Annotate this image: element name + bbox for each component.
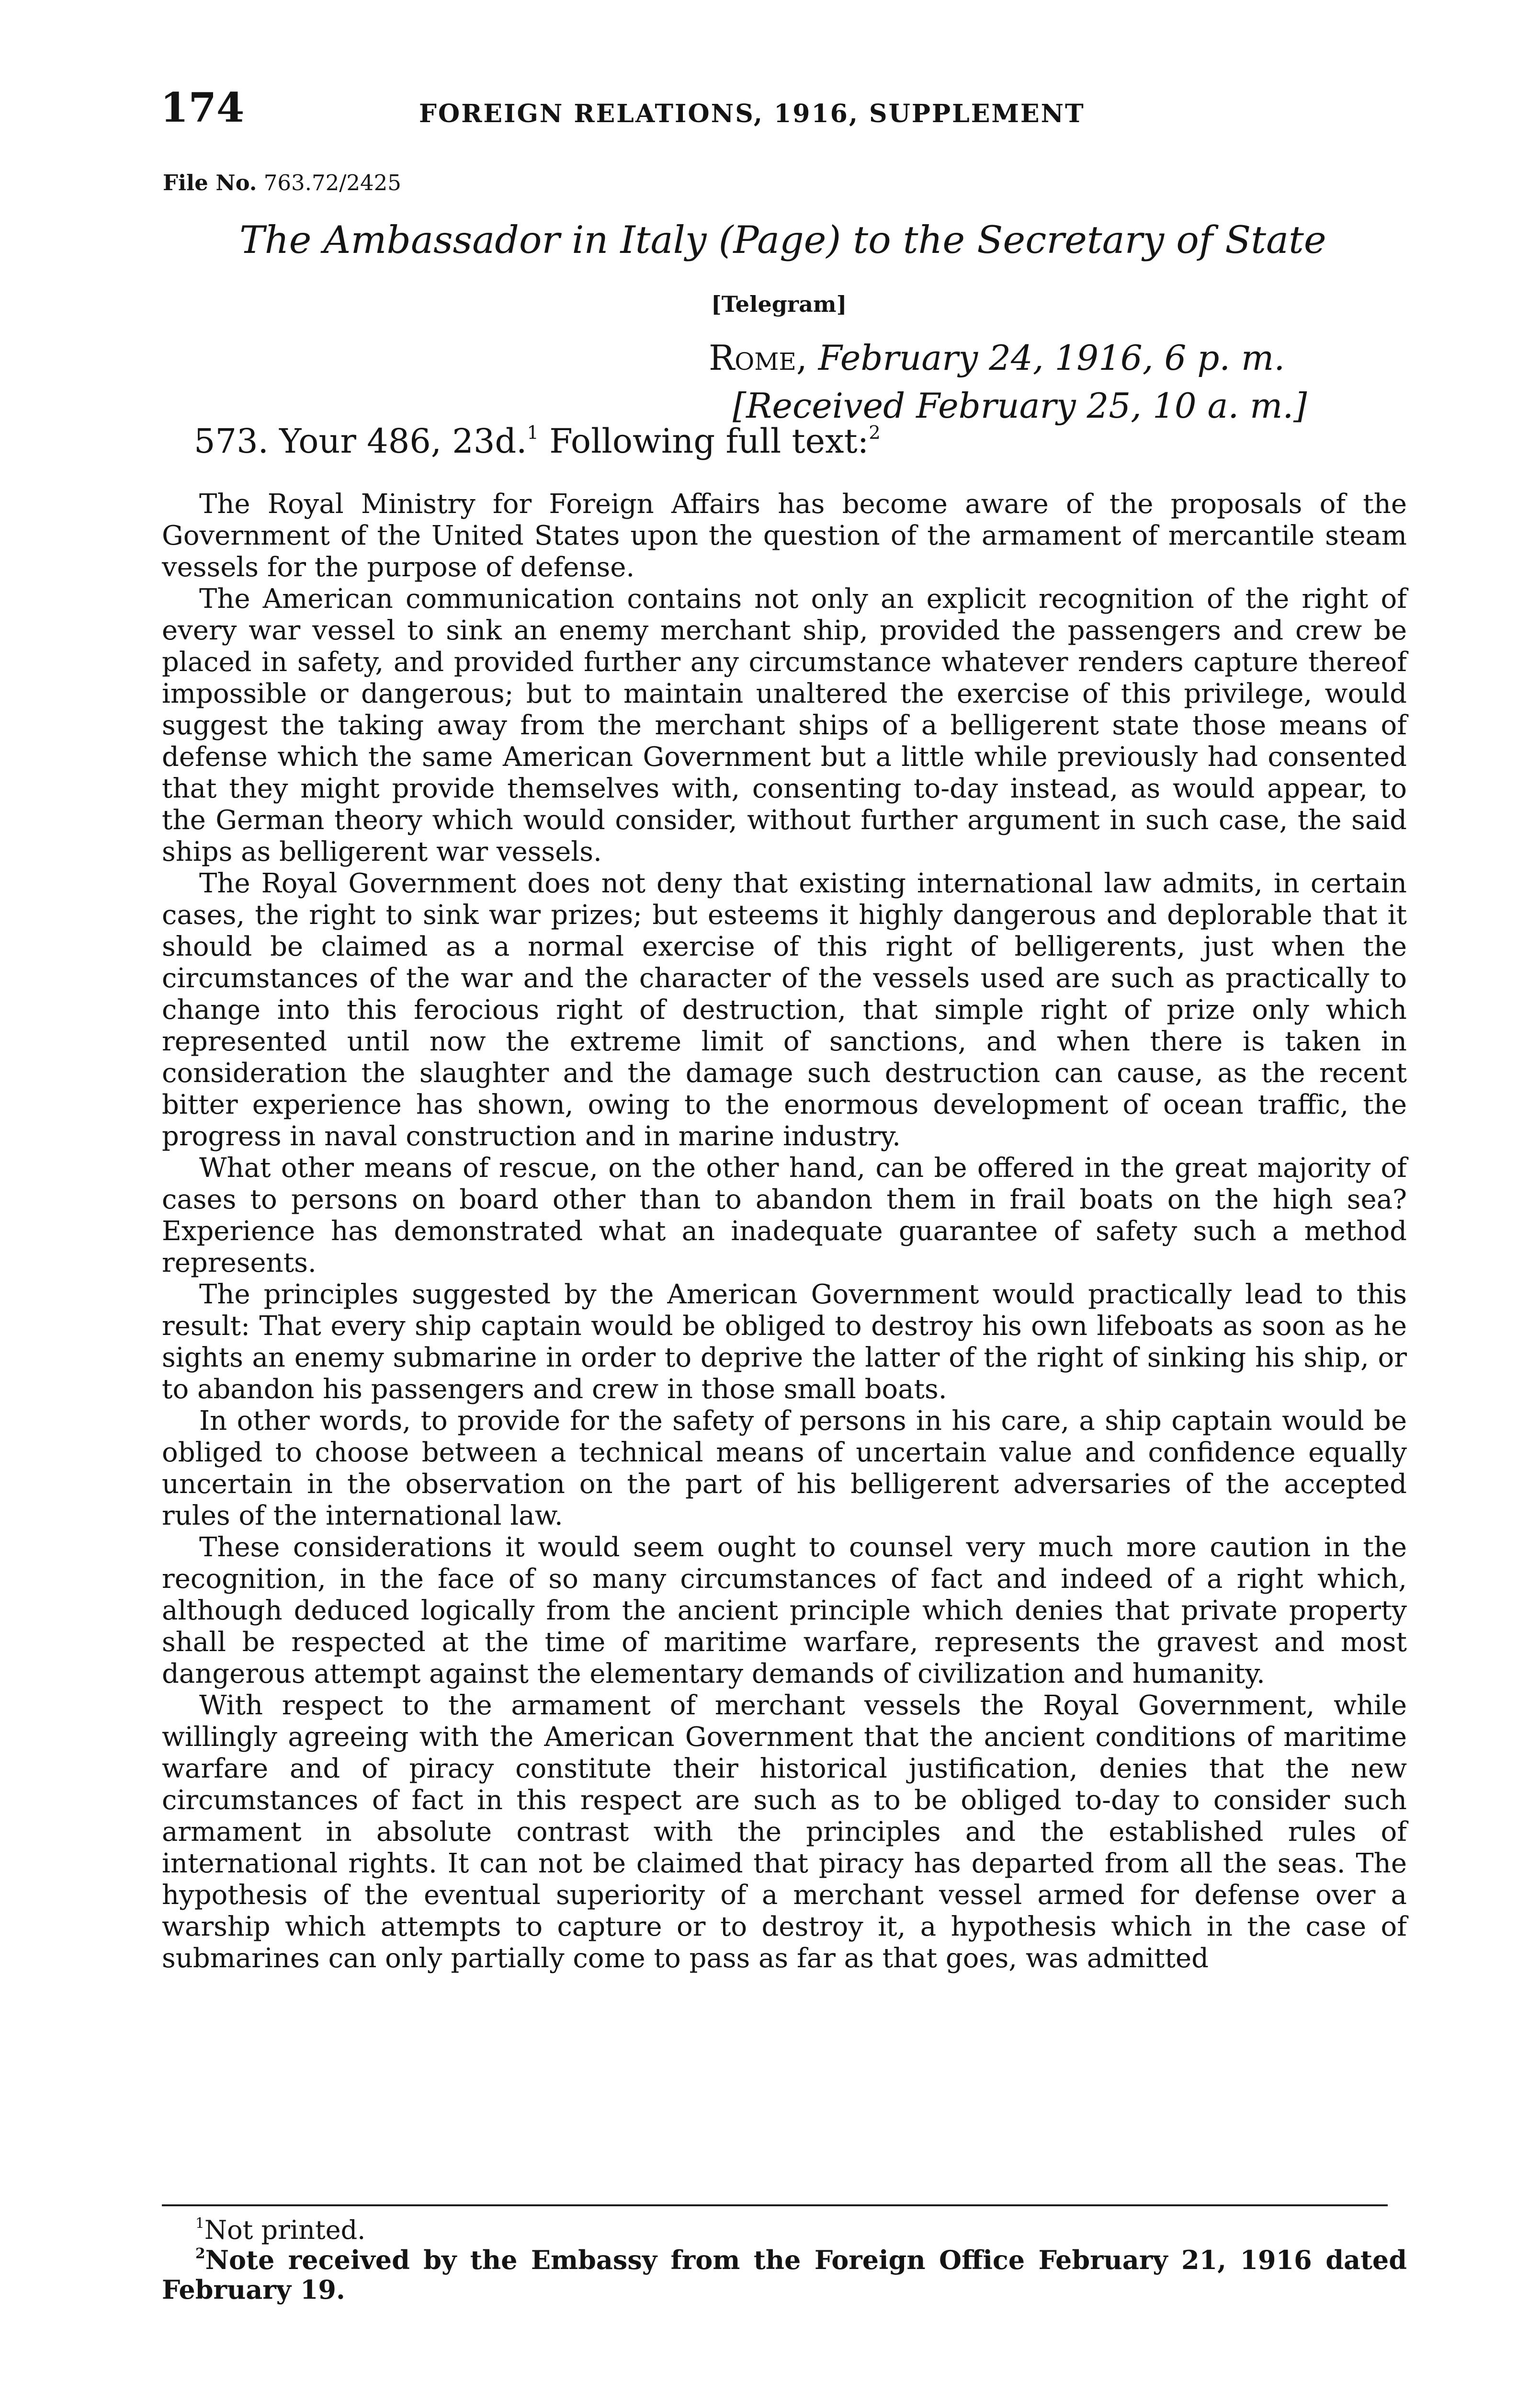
opening-text: 573. Your 486, 23d.: [194, 422, 527, 461]
body-text: [162, 489, 1407, 1974]
dateline-date: February 24, 1916, 6 p. m.: [818, 338, 1285, 378]
paragraph: The principles suggested by the American Government would practically lead to this result: That every ship captain would be obliged to destroy his own lifeboats as soon as he sights an enemy submarine in order to deprive the latter of the right of sinking his ship, or to abandon his passengers and crew in those small boats.: [162, 1279, 1407, 1405]
dateline-place: Rome,: [709, 338, 807, 378]
footnote-mark: 2: [195, 2245, 205, 2262]
file-number: [163, 170, 401, 195]
footnote-ref-1: 1: [527, 422, 539, 444]
footnote-text: Note received by the Embassy from the Foreign Office February 21, 1916 dated February 19.: [162, 2245, 1407, 2305]
footnote: [162, 2245, 1407, 2304]
paragraph: The Royal Government does not deny that existing international law admits, in certain cases, the right to sink war prizes; but esteems it highly dangerous and deplorable that it should be claimed as a normal exercise of this right of belligerents, just when the circumstances of the war and the character of the vessels used are such as practically to change into this ferocious right of destruction, that simple right of prize only which represented until now the extreme limit of sanctions, and when there is taken in consideration the slaughter and the damage such destruction can cause, as the recent bitter experience has shown, owing to the enormous development of ocean traffic, the progress in naval construction and in marine industry.: [162, 868, 1407, 1152]
footnote: [162, 2215, 1407, 2245]
telegram-opening: [194, 422, 881, 461]
footnote-mark: 1: [195, 2215, 204, 2232]
received-line: [Received February 25, 10 a. m.]: [733, 386, 1307, 426]
paragraph: In other words, to provide for the safety of persons in his care, a ship captain would be obliged to choose between a technical means of uncertain value and confidence equally uncertain in the observation on the part of his belligerent adversaries of the accepted rules of the international law.: [162, 1405, 1407, 1531]
opening-tail: Following full text:: [549, 422, 869, 461]
paragraph: The American communication contains not only an explicit recognition of the right of every war vessel to sink an enemy merchant ship, provided the passengers and crew be placed in safety, and provided further any circumstance whatever renders capture thereof impossible or dangerous; but to maintain unaltered the exercise of this privilege, would suggest the taking away from the merchant ships of a belligerent state those means of defense which the same American Government but a little while previously had consented that they might provide themselves with, consenting to-day instead, as would appear, to the German theory which would consider, without further argument in such case, the said ships as belligerent war vessels.: [162, 583, 1407, 867]
page-number: 174: [160, 84, 245, 131]
document-title: The Ambassador in Italy (Page) to the Secretary of State: [239, 218, 1326, 262]
page-header: [160, 84, 1405, 137]
paragraph: What other means of rescue, on the other hand, can be offered in the great majority of cases to persons on board other than to abandon them in frail boats on the high sea? Experience has demonstrated what an inadequate guarantee of safety such a method represents.: [162, 1152, 1407, 1278]
paragraph: These considerations it would seem ought to counsel very much more caution in the recognition, in the face of so many circumstances of fact and indeed of a right which, although deduced logically from the ancient principle which denies that private property shall be respected at the time of maritime warfare, represents the gravest and most dangerous attempt against the elementary demands of civilization and humanity.: [162, 1532, 1407, 1689]
file-number-label: File No.: [163, 170, 257, 195]
paragraph: The Royal Ministry for Foreign Affairs has become aware of the proposals of the Government of the United States upon the question of the armament of mercantile steam vessels for the purpose of defense.: [162, 489, 1407, 583]
dateline: [709, 338, 1285, 378]
footnote-ref-2: 2: [869, 422, 881, 444]
running-head: FOREIGN RELATIONS, 1916, SUPPLEMENT: [419, 99, 1085, 128]
file-number-value: 763.72/2425: [263, 170, 401, 195]
document-type: [Telegram]: [711, 291, 847, 317]
footnotes: [162, 2215, 1407, 2304]
footnote-text: Not printed.: [204, 2215, 366, 2245]
paragraph: With respect to the armament of merchant vessels the Royal Government, while willingly agreeing with the American Government that the ancient conditions of maritime warfare and of piracy constitute their historical justification, denies that the new circumstances of fact in this respect are such as to be obliged to-day to consider such armament in absolute contrast with the principles and the established rules of international rights. It can not be claimed that piracy has departed from all the seas. The hypothesis of the eventual superiority of a merchant vessel armed for defense over a warship which attempts to capture or to destroy it, a hypothesis which in the case of submarines can only partially come to pass as far as that goes, was admitted: [162, 1690, 1407, 1974]
footnote-divider: [162, 2204, 1388, 2206]
